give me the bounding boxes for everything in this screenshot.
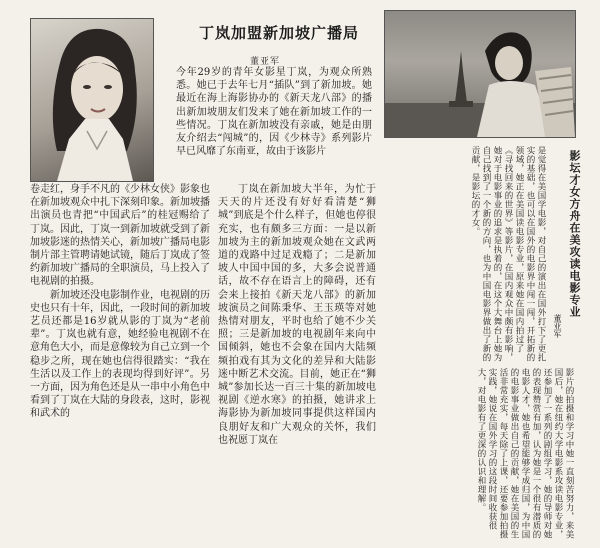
side-article-title: 影坛才女方舟在美攻读电影专业 [568, 150, 581, 318]
article-byline: 董亚军 [250, 57, 281, 67]
article-headline: 丁岚加盟新加坡广播局 [198, 24, 359, 42]
fang-zhou-photo [384, 10, 576, 138]
side-article-byline: 董亚军 [553, 314, 562, 338]
article-intro-column [176, 66, 372, 158]
left-paragraph-2: 新加坡还没电影制作业，电视剧的历史也只有十年，因此，一段时间的新加坡艺员还都是16岁就从影的丁岚为“老前辈”。丁岚也就有意，她经验电视剧不在意角色大小，而是意像较为自己立到一个稳步之所，现在她也信得很踏实：“我在生活以及工作上的表现均得到好评”。另一方面，因为角色还是从一串中小角色中看到了丁岚在大陆的身段表，这时，影视和武术的 [30, 289, 210, 420]
portrait-illustration [31, 19, 153, 181]
right-paragraph: 丁岚在新加坡大半年，为忙于天天的片还没有好好看清楚“狮城”到底是个什么样子，但她也停很充实，也有颇多三方面：一是以新加坡为主的新加坡观众她在文武两道的戏路中过足戏瘾了；二是新加坡人中国中国的多，大多会说普通话，故不存在语言上的障碍，还有会来上接拍《新天龙八部》的新加坡演员之间陈秉华、王玉瑛等对她热情对朋友，平时也给了她不少关照；三是新加坡的电视剧年来向中国倾斜，她也不会象在国内大陆频频拍戏有其为文化的差异和大陆影迷中断艺术交流。目前，她正在“狮城”参加长达一百三十集的新加坡电视剧《逆水寒》的拍摄，她讲求上海影协为新加坡同事提供这样国内良朋好友和广大观众的关怀，我们也祝愿丁岚在 [218, 184, 376, 446]
photo-illustration [385, 11, 575, 137]
article-left-column [30, 183, 210, 421]
left-paragraph-1: 卷走红，身手不凡的《少林女侠》影象也在新加坡观众中扎下深刻印象。新加坡播出演员也青把“中国武后”的桂冠赐给了丁岚。因此，丁岚一到新加坡就受到了新加坡影迷的热情关心，新加坡广播局电影制片部主管聘请她试镜，随后丁岚成了签约新加坡广播局的全职演员，马上投入了电视剧的拍摄。 [30, 184, 210, 288]
side-article-text-top: 是觉得在美国学电影，对自己的演出在国外打下了更扎实的基础，也可以在国外的电影界中闯一闯，开拓新的领域，她正在美国读电影专业，原来她在国内拍过了《寻找回来的世界》等影片，在国内观众中颇有影响，她对于电影事业的追求是执着的，在这个大舞台上她为自己找到了一个新的方向，也为中国电影界做出了新的贡献，是影坛的才女。 [470, 146, 546, 362]
side-article-text-bottom: 影片的拍摄和学习中她一直刻苦努力，来美国后，她在纽约大学电影系攻读电影专业，还参加了一系列的剧组学习，她的导师对她的表现赞赏有加，认为她是一个很有潜质的电影人才，她也希望能够学成归国，为中国的电影事业做出自己的贡献，她在美国的生活非常充实，每天除了上课，还要参加拍摄实践，她说在国外学习的这段时间收获很大，对电影有了更深的认识和理解。 [476, 368, 574, 539]
actress-portrait-photo [30, 18, 154, 182]
article-right-column [218, 183, 376, 447]
intro-paragraph: 今年29岁的青年女影星丁岚，为观众所熟悉。她已于去年七月“插队”到了新加坡。她最近在海上海影协办的《新天龙八部》的播出新加坡朋友们发来了她在新加坡工作的一些情况。丁岚在新加坡没有亲戚，她是由朋友介绍去“闯城”的，因《少林寺》系列影片早已风靡了东南亚，故由于该影片 [176, 67, 372, 158]
